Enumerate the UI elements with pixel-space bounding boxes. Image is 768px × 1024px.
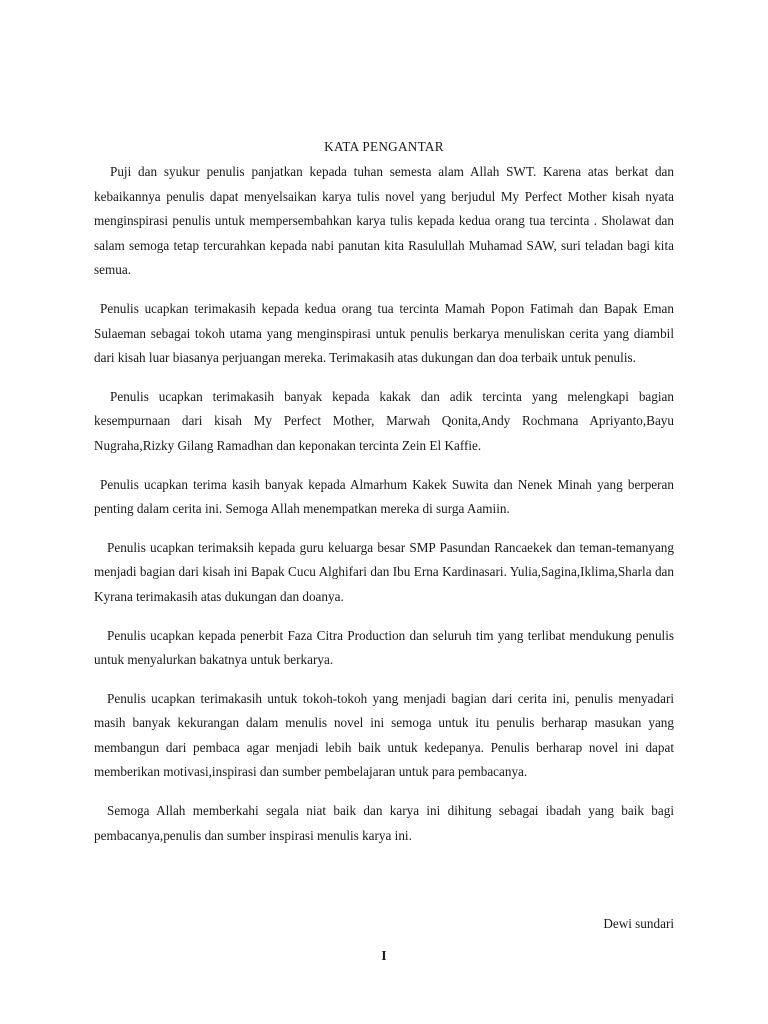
paragraph-1: Puji dan syukur penulis panjatkan kepada tuhan semesta alam Allah SWT. Karena atas berkat dan kebaikannya penulis dapat menyelsaikan karya tulis novel yang berjudul My Perfect Mother kisah nyata menginspirasi penulis untuk mempersembahkan karya tulis kepada kedua orang tua tercinta . Sholawat dan salam semoga tetap tercurahkan kepada nabi panutan kita Rasulullah Muhamad SAW, suri teladan bagi kita semua.: [94, 164, 674, 278]
paragraph-4: Penulis ucapkan terima kasih banyak kepada Almarhum Kakek Suwita dan Nenek Minah yang berperan penting dalam cerita ini. Semoga Allah menempatkan mereka di surga Aamiin.: [94, 476, 674, 517]
paragraph-7: Penulis ucapkan terimakasih untuk tokoh-tokoh yang menjadi bagian dari cerita ini, penulis menyadari masih banyak kekurangan dalam menulis novel ini semoga untuk itu penulis berharap masukan yang membangun dari pembaca agar menjadi lebih baik untuk kedepanya. Penulis berharap novel ini dapat memberikan motivasi,inspirasi dan sumber pembelajaran untuk para pembacanya.: [94, 690, 674, 780]
paragraph-3: Penulis ucapkan terimakasih banyak kepada kakak dan adik tercinta yang melengkapi bagian kesempurnaan dari kisah My Perfect Mother, Marwah Qonita,Andy Rochmana Apriyanto,Bayu Nugraha,Rizky Gilang Ramadhan dan keponakan tercinta Zein El Kaffie.: [94, 388, 674, 453]
paragraph-8: Semoga Allah memberkahi segala niat baik dan karya ini dihitung sebagai ibadah yang baik bagi pembacanya,penulis dan sumber inspirasi menulis karya ini.: [94, 803, 674, 843]
page-number: I: [381, 948, 387, 963]
document-body: [94, 160, 674, 862]
paragraph-5: Penulis ucapkan terimaksih kepada guru keluarga besar SMP Pasundan Rancaekek dan teman-temanyang menjadi bagian dari kisah ini Bapak Cucu Alghifari dan Ibu Erna Kardinasari. Yulia,Sagina,Iklima,Sharla dan Kyrana terimakasih atas dukungan dan doanya.: [94, 539, 674, 604]
document-title: KATA PENGANTAR: [324, 139, 444, 154]
paragraph-2: Penulis ucapkan terimakasih kepada kedua orang tua tercinta Mamah Popon Fatimah dan Bapak Eman Sulaeman sebagai tokoh utama yang menginspirasi untuk penulis berkarya menuliskan cerita yang diambil dari kisah luar biasanya perjuangan mereka. Terimakasih atas dukungan dan doa terbaik untuk penulis.: [94, 300, 674, 366]
author-signature: Dewi sundari: [603, 916, 674, 931]
paragraph-6: Penulis ucapkan kepada penerbit Faza Citra Production dan seluruh tim yang terlibat mendukung penulis untuk menyalurkan bakatnya untuk berkarya.: [94, 627, 674, 668]
